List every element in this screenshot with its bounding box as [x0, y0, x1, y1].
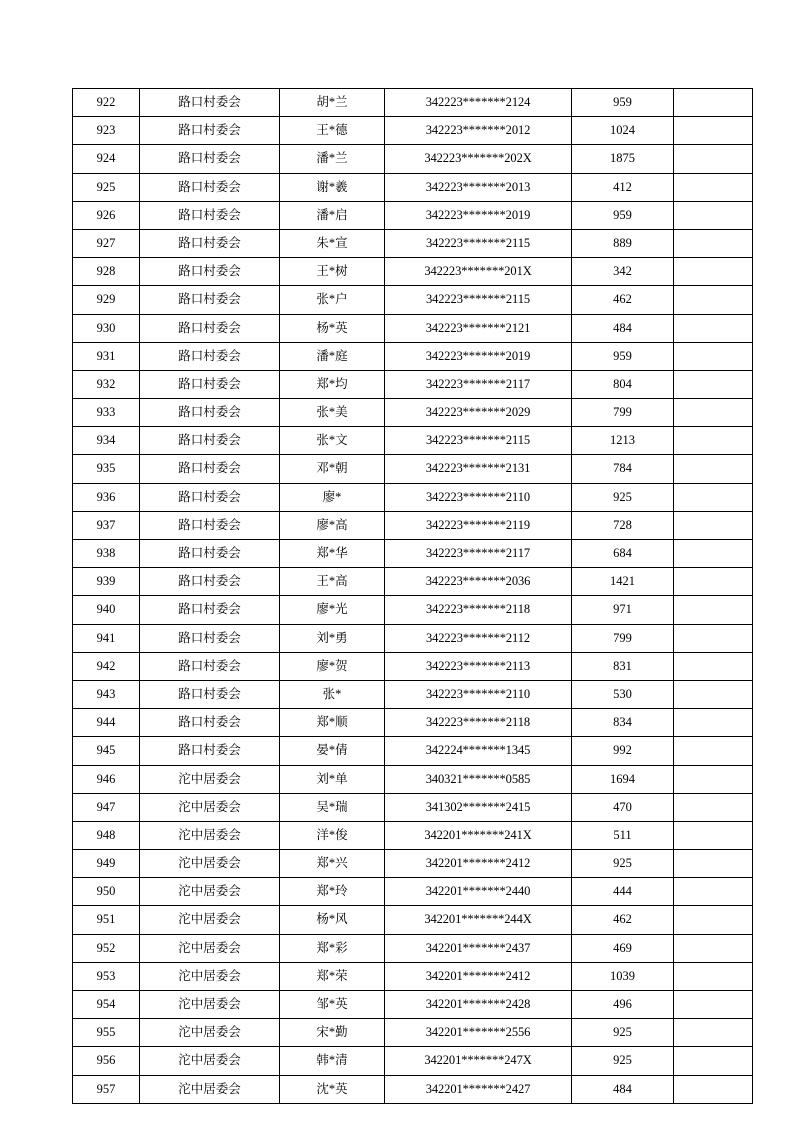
cell-seq: 931: [73, 342, 140, 370]
cell-name: 刘*勇: [280, 624, 385, 652]
cell-seq: 946: [73, 765, 140, 793]
cell-org: 沱中居委会: [140, 878, 280, 906]
cell-name: 朱*宣: [280, 229, 385, 257]
cell-amount: 496: [572, 991, 674, 1019]
cell-name: 吴*瑞: [280, 793, 385, 821]
cell-org: 沱中居委会: [140, 1047, 280, 1075]
cell-name: 宋*勤: [280, 1019, 385, 1047]
cell-remark: [674, 962, 753, 990]
cell-amount: 889: [572, 229, 674, 257]
cell-seq: 950: [73, 878, 140, 906]
cell-remark: [674, 793, 753, 821]
cell-org: 路口村委会: [140, 596, 280, 624]
cell-org: 沱中居委会: [140, 1075, 280, 1103]
cell-remark: [674, 540, 753, 568]
cell-remark: [674, 596, 753, 624]
cell-remark: [674, 624, 753, 652]
cell-org: 路口村委会: [140, 568, 280, 596]
cell-seq: 954: [73, 991, 140, 1019]
cell-org: 路口村委会: [140, 540, 280, 568]
cell-id-number: 342223*******2121: [385, 314, 572, 342]
cell-id-number: 342223*******2118: [385, 709, 572, 737]
cell-org: 路口村委会: [140, 117, 280, 145]
cell-id-number: 342223*******2019: [385, 342, 572, 370]
cell-org: 路口村委会: [140, 624, 280, 652]
cell-remark: [674, 991, 753, 1019]
cell-seq: 927: [73, 229, 140, 257]
cell-id-number: 340321*******0585: [385, 765, 572, 793]
cell-amount: 925: [572, 1019, 674, 1047]
cell-remark: [674, 399, 753, 427]
cell-org: 路口村委会: [140, 680, 280, 708]
table-row: [73, 89, 753, 117]
cell-name: 晏*倩: [280, 737, 385, 765]
table-row: [73, 1047, 753, 1075]
table-row: [73, 173, 753, 201]
cell-amount: 1421: [572, 568, 674, 596]
cell-name: 廖*贺: [280, 652, 385, 680]
cell-name: 郑*华: [280, 540, 385, 568]
cell-amount: 799: [572, 399, 674, 427]
table-row: [73, 1075, 753, 1103]
cell-name: 胡*兰: [280, 89, 385, 117]
cell-amount: 784: [572, 455, 674, 483]
cell-remark: [674, 229, 753, 257]
cell-amount: 831: [572, 652, 674, 680]
cell-remark: [674, 145, 753, 173]
cell-name: 沈*英: [280, 1075, 385, 1103]
cell-amount: 511: [572, 821, 674, 849]
cell-org: 路口村委会: [140, 427, 280, 455]
cell-seq: 941: [73, 624, 140, 652]
cell-org: 路口村委会: [140, 483, 280, 511]
cell-org: 沱中居委会: [140, 991, 280, 1019]
cell-seq: 924: [73, 145, 140, 173]
cell-amount: 728: [572, 511, 674, 539]
cell-remark: [674, 511, 753, 539]
cell-org: 沱中居委会: [140, 934, 280, 962]
cell-name: 郑*兴: [280, 850, 385, 878]
cell-amount: 992: [572, 737, 674, 765]
table-row: [73, 145, 753, 173]
cell-amount: 342: [572, 258, 674, 286]
table-row: [73, 117, 753, 145]
cell-seq: 935: [73, 455, 140, 483]
cell-remark: [674, 1047, 753, 1075]
cell-id-number: 342223*******2029: [385, 399, 572, 427]
cell-org: 沱中居委会: [140, 1019, 280, 1047]
cell-id-number: 342223*******2117: [385, 370, 572, 398]
cell-name: 杨*英: [280, 314, 385, 342]
cell-name: 郑*顺: [280, 709, 385, 737]
cell-org: 路口村委会: [140, 737, 280, 765]
cell-name: 郑*均: [280, 370, 385, 398]
cell-id-number: 342201*******247X: [385, 1047, 572, 1075]
cell-name: 郑*玲: [280, 878, 385, 906]
cell-id-number: 342223*******2115: [385, 229, 572, 257]
table-row: [73, 201, 753, 229]
cell-seq: 953: [73, 962, 140, 990]
cell-org: 沱中居委会: [140, 962, 280, 990]
cell-org: 沱中居委会: [140, 850, 280, 878]
cell-remark: [674, 680, 753, 708]
cell-org: 路口村委会: [140, 173, 280, 201]
cell-name: 王*德: [280, 117, 385, 145]
table-row: [73, 906, 753, 934]
cell-seq: 932: [73, 370, 140, 398]
cell-seq: 951: [73, 906, 140, 934]
cell-seq: 923: [73, 117, 140, 145]
cell-seq: 943: [73, 680, 140, 708]
cell-seq: 929: [73, 286, 140, 314]
cell-remark: [674, 89, 753, 117]
cell-seq: 940: [73, 596, 140, 624]
cell-amount: 530: [572, 680, 674, 708]
cell-org: 路口村委会: [140, 342, 280, 370]
cell-name: 张*美: [280, 399, 385, 427]
cell-name: 廖*高: [280, 511, 385, 539]
cell-name: 洋*俊: [280, 821, 385, 849]
table-row: [73, 1019, 753, 1047]
cell-name: 廖*光: [280, 596, 385, 624]
cell-name: 杨*风: [280, 906, 385, 934]
cell-name: 张*文: [280, 427, 385, 455]
cell-remark: [674, 709, 753, 737]
table-row: [73, 878, 753, 906]
cell-id-number: 342223*******2131: [385, 455, 572, 483]
cell-name: 邓*朝: [280, 455, 385, 483]
cell-amount: 799: [572, 624, 674, 652]
cell-amount: 1039: [572, 962, 674, 990]
cell-remark: [674, 455, 753, 483]
beneficiary-table: [72, 88, 753, 1104]
cell-org: 沱中居委会: [140, 765, 280, 793]
cell-name: 潘*兰: [280, 145, 385, 173]
cell-id-number: 342223*******2013: [385, 173, 572, 201]
cell-name: 潘*启: [280, 201, 385, 229]
cell-amount: 971: [572, 596, 674, 624]
cell-remark: [674, 258, 753, 286]
cell-id-number: 342223*******2117: [385, 540, 572, 568]
cell-id-number: 341302*******2415: [385, 793, 572, 821]
cell-remark: [674, 850, 753, 878]
table-row: [73, 765, 753, 793]
cell-org: 路口村委会: [140, 511, 280, 539]
table-row: [73, 680, 753, 708]
cell-name: 张*: [280, 680, 385, 708]
cell-remark: [674, 878, 753, 906]
cell-remark: [674, 483, 753, 511]
cell-seq: 937: [73, 511, 140, 539]
table-row: [73, 624, 753, 652]
cell-name: 谢*羲: [280, 173, 385, 201]
cell-id-number: 342201*******2412: [385, 850, 572, 878]
cell-org: 沱中居委会: [140, 906, 280, 934]
cell-amount: 1694: [572, 765, 674, 793]
cell-remark: [674, 173, 753, 201]
table-row: [73, 286, 753, 314]
table-row: [73, 258, 753, 286]
cell-amount: 959: [572, 201, 674, 229]
cell-amount: 925: [572, 483, 674, 511]
cell-amount: 1875: [572, 145, 674, 173]
cell-id-number: 342223*******202X: [385, 145, 572, 173]
cell-amount: 959: [572, 89, 674, 117]
cell-org: 路口村委会: [140, 286, 280, 314]
cell-name: 刘*单: [280, 765, 385, 793]
cell-remark: [674, 342, 753, 370]
cell-remark: [674, 765, 753, 793]
cell-amount: 484: [572, 314, 674, 342]
cell-seq: 928: [73, 258, 140, 286]
cell-amount: 462: [572, 286, 674, 314]
table-body: [73, 89, 753, 1104]
cell-seq: 933: [73, 399, 140, 427]
cell-amount: 925: [572, 1047, 674, 1075]
cell-amount: 484: [572, 1075, 674, 1103]
cell-seq: 948: [73, 821, 140, 849]
cell-amount: 1024: [572, 117, 674, 145]
cell-id-number: 342201*******2440: [385, 878, 572, 906]
cell-seq: 938: [73, 540, 140, 568]
cell-org: 路口村委会: [140, 145, 280, 173]
cell-seq: 926: [73, 201, 140, 229]
cell-remark: [674, 201, 753, 229]
cell-seq: 944: [73, 709, 140, 737]
table-row: [73, 314, 753, 342]
table-row: [73, 540, 753, 568]
cell-seq: 957: [73, 1075, 140, 1103]
cell-id-number: 342201*******2556: [385, 1019, 572, 1047]
cell-remark: [674, 117, 753, 145]
cell-id-number: 342201*******2427: [385, 1075, 572, 1103]
cell-org: 沱中居委会: [140, 793, 280, 821]
cell-amount: 804: [572, 370, 674, 398]
cell-id-number: 342223*******2019: [385, 201, 572, 229]
cell-remark: [674, 1075, 753, 1103]
cell-org: 路口村委会: [140, 709, 280, 737]
cell-amount: 470: [572, 793, 674, 821]
cell-id-number: 342223*******2124: [385, 89, 572, 117]
table-row: [73, 793, 753, 821]
table-row: [73, 850, 753, 878]
cell-seq: 922: [73, 89, 140, 117]
cell-name: 韩*清: [280, 1047, 385, 1075]
cell-remark: [674, 906, 753, 934]
table-row: [73, 229, 753, 257]
cell-org: 路口村委会: [140, 455, 280, 483]
table-row: [73, 483, 753, 511]
table-row: [73, 568, 753, 596]
cell-name: 邹*英: [280, 991, 385, 1019]
cell-seq: 956: [73, 1047, 140, 1075]
cell-seq: 952: [73, 934, 140, 962]
cell-remark: [674, 1019, 753, 1047]
table-row: [73, 427, 753, 455]
cell-id-number: 342223*******2115: [385, 427, 572, 455]
cell-name: 张*户: [280, 286, 385, 314]
cell-org: 路口村委会: [140, 399, 280, 427]
cell-id-number: 342223*******2036: [385, 568, 572, 596]
table-row: [73, 399, 753, 427]
cell-seq: 930: [73, 314, 140, 342]
cell-id-number: 342223*******2113: [385, 652, 572, 680]
cell-seq: 947: [73, 793, 140, 821]
cell-remark: [674, 286, 753, 314]
table-row: [73, 455, 753, 483]
cell-seq: 934: [73, 427, 140, 455]
cell-seq: 955: [73, 1019, 140, 1047]
cell-name: 廖*: [280, 483, 385, 511]
table-row: [73, 370, 753, 398]
table-row: [73, 991, 753, 1019]
cell-org: 路口村委会: [140, 89, 280, 117]
cell-amount: 469: [572, 934, 674, 962]
cell-seq: 942: [73, 652, 140, 680]
cell-id-number: 342201*******2412: [385, 962, 572, 990]
table-row: [73, 821, 753, 849]
cell-remark: [674, 737, 753, 765]
cell-org: 沱中居委会: [140, 821, 280, 849]
cell-name: 郑*彩: [280, 934, 385, 962]
cell-remark: [674, 427, 753, 455]
cell-id-number: 342223*******2110: [385, 680, 572, 708]
cell-org: 路口村委会: [140, 258, 280, 286]
cell-org: 路口村委会: [140, 229, 280, 257]
cell-seq: 925: [73, 173, 140, 201]
cell-id-number: 342223*******2110: [385, 483, 572, 511]
cell-org: 路口村委会: [140, 201, 280, 229]
table-row: [73, 709, 753, 737]
cell-amount: 444: [572, 878, 674, 906]
cell-id-number: 342201*******244X: [385, 906, 572, 934]
table-row: [73, 652, 753, 680]
cell-name: 王*树: [280, 258, 385, 286]
cell-remark: [674, 568, 753, 596]
cell-remark: [674, 314, 753, 342]
cell-seq: 939: [73, 568, 140, 596]
table-row: [73, 511, 753, 539]
cell-seq: 949: [73, 850, 140, 878]
table-row: [73, 342, 753, 370]
cell-id-number: 342201*******241X: [385, 821, 572, 849]
table-row: [73, 596, 753, 624]
cell-id-number: 342223*******2112: [385, 624, 572, 652]
cell-name: 王*高: [280, 568, 385, 596]
cell-remark: [674, 821, 753, 849]
cell-amount: 834: [572, 709, 674, 737]
cell-amount: 684: [572, 540, 674, 568]
cell-seq: 945: [73, 737, 140, 765]
cell-amount: 462: [572, 906, 674, 934]
cell-id-number: 342223*******2115: [385, 286, 572, 314]
cell-org: 路口村委会: [140, 370, 280, 398]
cell-name: 郑*荣: [280, 962, 385, 990]
cell-amount: 412: [572, 173, 674, 201]
cell-remark: [674, 934, 753, 962]
cell-org: 路口村委会: [140, 314, 280, 342]
cell-name: 潘*庭: [280, 342, 385, 370]
cell-id-number: 342223*******2012: [385, 117, 572, 145]
cell-amount: 959: [572, 342, 674, 370]
table-row: [73, 737, 753, 765]
cell-id-number: 342223*******2118: [385, 596, 572, 624]
cell-amount: 925: [572, 850, 674, 878]
cell-id-number: 342224*******1345: [385, 737, 572, 765]
cell-seq: 936: [73, 483, 140, 511]
cell-id-number: 342201*******2428: [385, 991, 572, 1019]
cell-id-number: 342201*******2437: [385, 934, 572, 962]
cell-remark: [674, 370, 753, 398]
cell-remark: [674, 652, 753, 680]
cell-org: 路口村委会: [140, 652, 280, 680]
cell-id-number: 342223*******201X: [385, 258, 572, 286]
table-row: [73, 962, 753, 990]
table-row: [73, 934, 753, 962]
cell-id-number: 342223*******2119: [385, 511, 572, 539]
cell-amount: 1213: [572, 427, 674, 455]
